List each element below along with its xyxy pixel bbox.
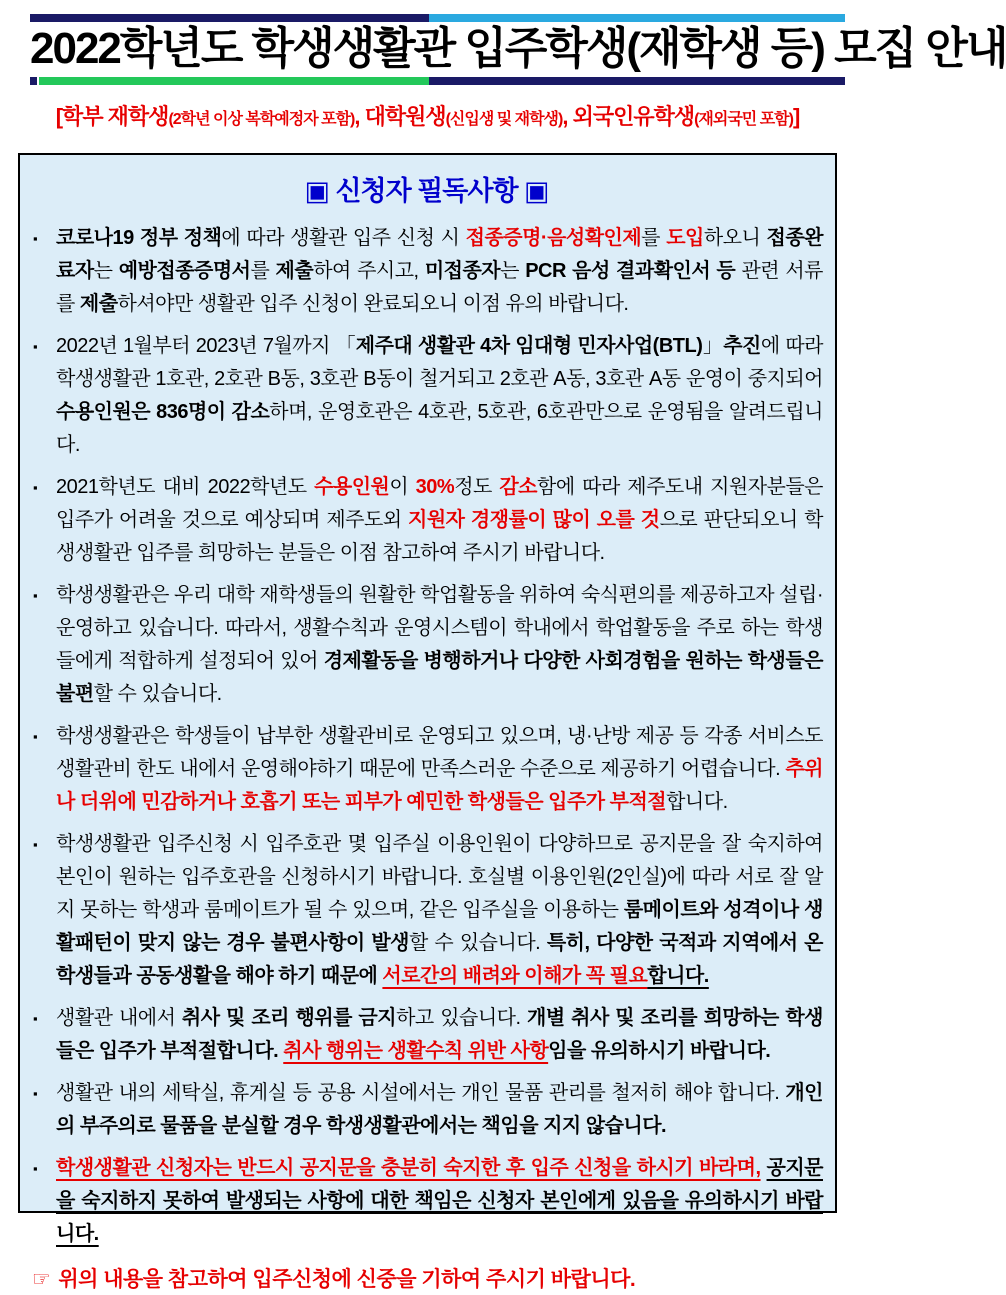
notice-paragraph-btl-project: [30, 330, 823, 462]
bottom-divider-bar: [30, 77, 845, 85]
bullet-square-icon: ▪: [33, 1161, 38, 1176]
bullet-square-icon: ▪: [33, 231, 38, 246]
bullet-square-icon: ▪: [33, 1086, 38, 1101]
top-bar-sky-segment: [429, 14, 845, 22]
paragraph-text: 2022년 1월부터 2023년 7월까지 「제주대 생활관 4차 임대형 민자사업(BTL)」추진에 따라 학생생활관 1호관, 2호관 B동, 3호관 B동이 철거되고 2호관 A동, 3호관 A동 운영이 중지되어 수용인원은 836명이 감소하며, 운영호관은 4호관, 5호관, 6호관만으로 운영됨을 알려드립니다.: [56, 335, 823, 456]
closing-note-text: 위의 내용을 참고하여 입주신청에 신중을 기하여 주시기 바랍니다.: [58, 1268, 636, 1291]
notice-box-header: ▣ 신청자 필독사항 ▣: [304, 176, 549, 206]
notice-paragraph-responsibility: [30, 1152, 823, 1251]
paragraph-text: 학생생활관은 우리 대학 재학생들의 원활한 학업활동을 위하여 숙식편의를 제공하고자 설립·운영하고 있습니다. 따라서, 생활수칙과 운영시스템이 학내에서 학업활동을 주로 하는 학생들에게 적합하게 설정되어 있어 경제활동을 병행하거나 다양한 사회경험을 원하는 학생들은 불편할 수 있습니다.: [56, 584, 823, 705]
bullet-square-icon: ▪: [33, 1011, 38, 1026]
eligibility-subtitle: [학부 재학생(2학년 이상 복학예정자 포함), 대학원생(신입생 및 재학생), 외국인유학생(재외국민 포함)]: [55, 104, 800, 129]
bottom-bar-navy-segment: [429, 77, 845, 85]
notice-paragraph-covid: [30, 222, 823, 321]
bullet-square-icon: ▪: [33, 837, 38, 852]
paragraph-text: 학생생활관 입주신청 시 입주호관 몇 입주실 이용인원이 다양하므로 공지문을 잘 숙지하여 본인이 원하는 입주호관을 신청하시기 바랍니다. 호실별 이용인원(2인실)에 따라 서로 잘 알지 못하는 학생과 룸메이트가 될 수 있으며, 같은 입주실을 이용하는 룸메이트와 성격이나 생활패턴이 맞지 않는 경우 불편사항이 발생할 수 있습니다. 특히, 다양한 국적과 지역에서 온 학생들과 공동생활을 해야 하기 때문에 서로간의 배려와 이해가 꼭 필요합니다.: [56, 833, 823, 987]
paragraph-text: 코로나19 정부 정책에 따라 생활관 입주 신청 시 접종증명·음성확인제를 도입하오니 접종완료자는 예방접종증명서를 제출하여 주시고, 미접종자는 PCR 음성 결과확인서 등 관련 서류를 제출하셔야만 생활관 입주 신청이 완료되오니 이점 유의 바랍니다.: [56, 227, 823, 315]
bar-notch: [30, 77, 37, 85]
bullet-square-icon: ▪: [33, 339, 38, 354]
bullet-square-icon: ▪: [33, 480, 38, 495]
notice-paragraph-purpose: [30, 579, 823, 711]
bottom-bar-green-segment: [39, 77, 429, 85]
paragraph-text: 2021학년도 대비 2022학년도 수용인원이 30%정도 감소함에 따라 제주도내 지원자분들은 입주가 어려울 것으로 예상되며 제주도외 지원자 경쟁률이 많이 오를 것으로 판단되오니 학생생활관 입주를 희망하는 분들은 이점 참고하여 주시기 바랍니다.: [56, 476, 823, 564]
notice-paragraph-cooking-ban: [30, 1002, 823, 1068]
paragraph-text: 학생생활관 신청자는 반드시 공지문을 충분히 숙지한 후 입주 신청을 하시기 바라며, 공지문을 숙지하지 못하여 발생되는 사항에 대한 책임은 신청자 본인에게 있음을 유의하시기 바랍니다.: [56, 1157, 823, 1245]
top-bar-navy-segment: [30, 14, 429, 22]
closing-note: [32, 1265, 823, 1295]
notice-paragraph-roommates: [30, 828, 823, 993]
page-title: 2022학년도 학생생활관 입주학생(재학생 등) 모집 안내: [30, 24, 1006, 73]
bullet-square-icon: ▪: [33, 588, 38, 603]
paragraph-text: 생활관 내에서 취사 및 조리 행위를 금지하고 있습니다. 개별 취사 및 조리를 희망하는 학생들은 입주가 부적절합니다. 취사 행위는 생활수칙 위반 사항임을 유의하시기 바랍니다.: [56, 1007, 823, 1062]
bullet-square-icon: ▪: [33, 729, 38, 744]
top-divider-bar: [30, 14, 845, 22]
paragraph-text: 생활관 내의 세탁실, 휴게실 등 공용 시설에서는 개인 물품 관리를 철저히 해야 합니다. 개인의 부주의로 물품을 분실할 경우 학생생활관에서는 책임을 지지 않습니다.: [56, 1082, 823, 1137]
pointing-hand-icon: ☞: [32, 1268, 51, 1291]
masthead: [30, 14, 1006, 85]
paragraph-text: 학생생활관은 학생들이 납부한 생활관비로 운영되고 있으며, 냉·난방 제공 등 각종 서비스도 생활관비 한도 내에서 운영해야하기 때문에 만족스러운 수준으로 제공하기 어렵습니다. 추위나 더위에 민감하거나 호흡기 또는 피부가 예민한 학생들은 입주가 부적절합니다.: [56, 725, 823, 813]
notice-paragraph-services: [30, 720, 823, 819]
notice-paragraph-belongings: [30, 1077, 823, 1143]
notice-box: [18, 153, 837, 1291]
notice-paragraph-capacity: [30, 471, 823, 570]
